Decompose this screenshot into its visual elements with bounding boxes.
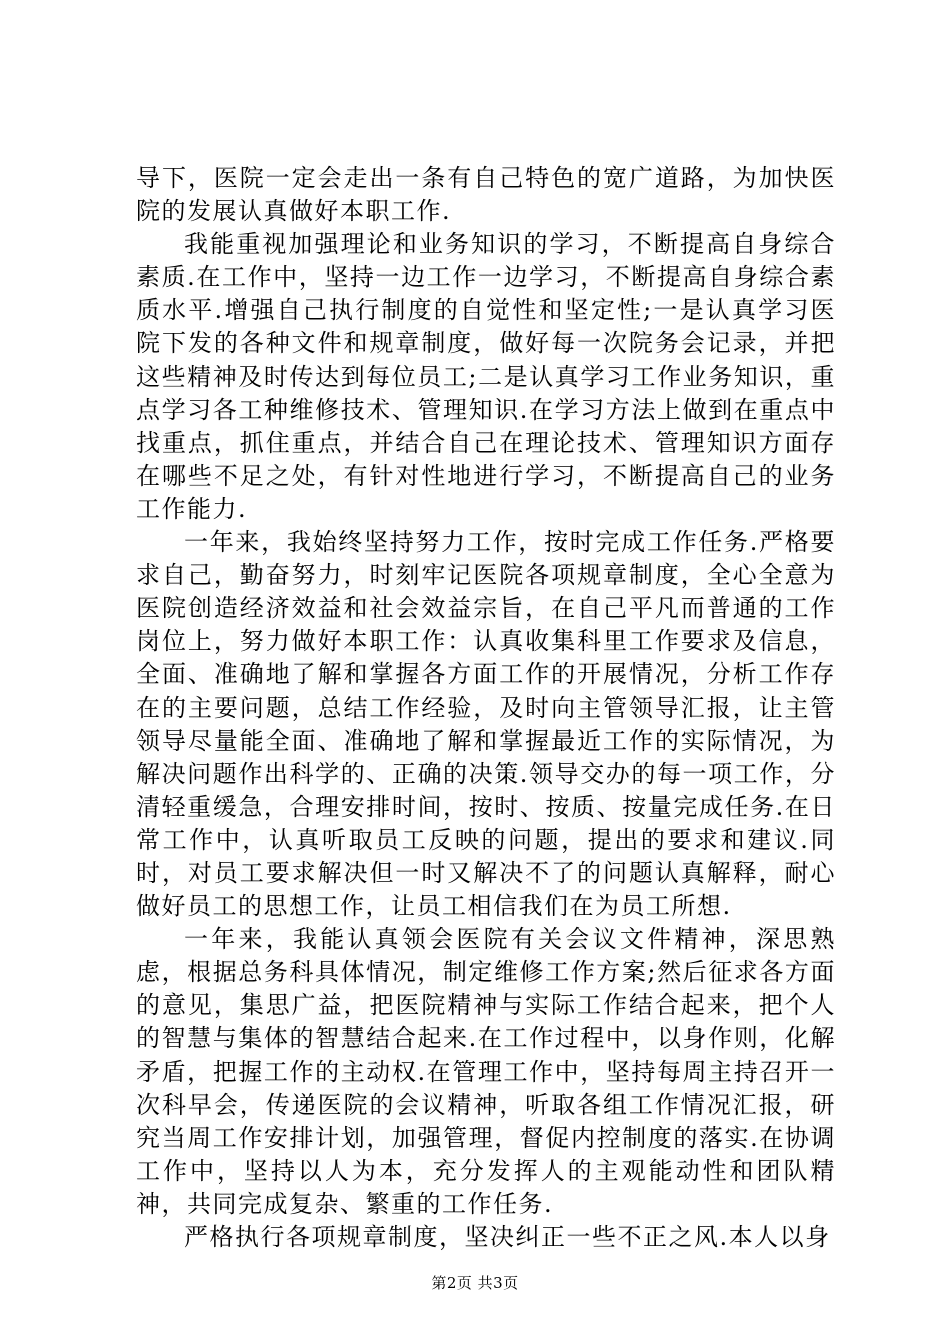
page-footer [0, 1272, 950, 1293]
body-text [136, 162, 836, 1254]
paragraph-continuation: 导下，医院一定会走出一条有自己特色的宽广道路，为加快医院的发展认真做好本职工作. [136, 164, 836, 226]
page-number: 第2页 共3页 [431, 1274, 519, 1292]
paragraph-work: 一年来，我始终坚持努力工作，按时完成工作任务.严格要求自己，勤奋努力，时刻牢记医院各项规章制度，全心全意为医院创造经济效益和社会效益宗旨，在自己平凡而普通的工作岗位上，努力做好本职工作：认真收集科里工作要求及信息，全面、准确地了解和掌握各方面工作的开展情况，分析工作存在的主要问题，总结工作经验，及时向主管领导汇报，让主管领导尽量能全面、准确地了解和掌握最近工作的实际情况，为解决问题作出科学的、正确的决策.领导交办的每一项工作，分清轻重缓急，合理安排时间，按时、按质、按量完成任务.在日常工作中，认真听取员工反映的问题，提出的要求和建议.同时，对员工要求解决但一时又解决不了的问题认真解释，耐心做好员工的思想工作，让员工相信我们在为员工所想. [136, 528, 836, 921]
paragraph-study: 我能重视加强理论和业务知识的学习，不断提高自身综合素质.在工作中，坚持一边工作一边学习，不断提高自身综合素质水平.增强自己执行制度的自觉性和坚定性;一是认真学习医院下发的各种文件和规章制度，做好每一次院务会记录，并把这些精神及时传达到每位员工;二是认真学习工作业务知识，重点学习各工种维修技术、管理知识.在学习方法上做到在重点中找重点，抓住重点，并结合自己在理论技术、管理知识方面存在哪些不足之处，有针对性地进行学习，不断提高自己的业务工作能力. [136, 230, 836, 523]
paragraph-meetings: 一年来，我能认真领会医院有关会议文件精神，深思熟虑，根据总务科具体情况，制定维修工作方案;然后征求各方面的意见，集思广益，把医院精神与实际工作结合起来，把个人的智慧与集体的智慧结合起来.在工作过程中，以身作则，化解矛盾，把握工作的主动权.在管理工作中，坚持每周主持召开一次科早会，传递医院的会议精神，听取各组工作情况汇报，研究当周工作安排计划，加强管理，督促内控制度的落实.在协调工作中，坚持以人为本，充分发挥人的主观能动性和团队精神，共同完成复杂、繁重的工作任务. [136, 925, 836, 1218]
paragraph-rules: 严格执行各项规章制度，坚决纠正一些不正之风.本人以身 [184, 1223, 831, 1251]
